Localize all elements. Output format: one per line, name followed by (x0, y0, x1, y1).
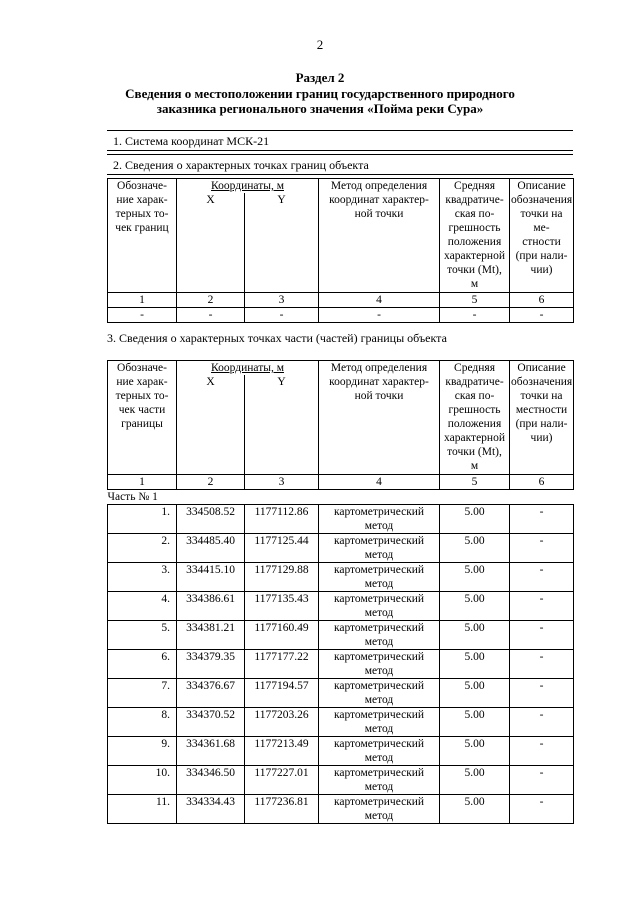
description-value: - (510, 650, 574, 679)
point-number: 5. (108, 621, 177, 650)
error-header-line: ская по- (454, 390, 495, 402)
point-designation-header-line: ние харак- (116, 376, 168, 388)
error-value: 5.00 (440, 621, 510, 650)
point-number: 6. (108, 650, 177, 679)
method-cell (319, 650, 440, 679)
method-line: картометрический (333, 593, 425, 605)
x-header: X (177, 375, 245, 475)
method-cell (319, 766, 440, 795)
error-header-line: квадратиче- (445, 194, 504, 206)
y-coordinate: 1177227.01 (245, 766, 319, 795)
table2-body (108, 361, 574, 824)
method-cell (319, 737, 440, 766)
error-value: 5.00 (440, 534, 510, 563)
column-number: 1 (108, 293, 177, 308)
method-line: картометрический (333, 506, 425, 518)
column-number: 2 (177, 293, 245, 308)
method-cell (319, 592, 440, 621)
description-header-line: обозначения (511, 194, 573, 206)
point-designation-header-line: чек части (118, 404, 166, 416)
y-header: Y (245, 375, 319, 475)
x-coordinate: 334376.67 (177, 679, 245, 708)
x-coordinate: 334415.10 (177, 563, 245, 592)
y-coordinate: 1177236.81 (245, 795, 319, 824)
error-value: 5.00 (440, 679, 510, 708)
description-value: - (510, 679, 574, 708)
method-cell (319, 505, 440, 534)
method-line: картометрический (333, 709, 425, 721)
description-value: - (510, 737, 574, 766)
coordinates-header (177, 361, 319, 376)
x-header: X (177, 193, 245, 293)
description-header-line: точки на ме- (520, 208, 563, 234)
point-number: 1. (108, 505, 177, 534)
empty-cell: - (108, 308, 177, 323)
error-header-line: Средняя (454, 180, 495, 192)
table-row (108, 766, 574, 795)
method-line: картометрический (333, 680, 425, 692)
error-header (440, 179, 510, 293)
x-coordinate: 334485.40 (177, 534, 245, 563)
coordinates-header-label: Координаты, м (211, 180, 284, 192)
point-designation-header-line: чек границ (115, 222, 169, 234)
y-coordinate: 1177177.22 (245, 650, 319, 679)
part-points-table (107, 360, 574, 824)
method-line: картометрический (333, 564, 425, 576)
error-header-line: грешность (448, 222, 501, 234)
table-row (108, 708, 574, 737)
boundary-points-section: 2. Сведения о характерных точках границ объекта (107, 154, 573, 175)
y-header: Y (245, 193, 319, 293)
table-row (108, 592, 574, 621)
point-number: 10. (108, 766, 177, 795)
method-line: метод (364, 665, 394, 677)
method-line: метод (364, 549, 394, 561)
error-header-line: характерной (444, 432, 505, 444)
point-designation-header (108, 179, 177, 293)
header-row (108, 361, 574, 376)
x-coordinate: 334361.68 (177, 737, 245, 766)
description-header-line: обозначения (511, 376, 573, 388)
description-header-line: Описание (517, 362, 566, 374)
point-designation-header-line: ние харак- (116, 194, 168, 206)
point-number: 4. (108, 592, 177, 621)
table1-body (108, 179, 574, 323)
method-header (319, 361, 440, 475)
header-row (108, 179, 574, 194)
empty-cell: - (440, 308, 510, 323)
method-cell (319, 534, 440, 563)
point-number: 9. (108, 737, 177, 766)
empty-cell: - (510, 308, 574, 323)
method-line: метод (364, 752, 394, 764)
part-points-section: 3. Сведения о характерных точках части (частей) границы объекта (107, 331, 447, 345)
point-number: 7. (108, 679, 177, 708)
table-row (108, 505, 574, 534)
error-value: 5.00 (440, 650, 510, 679)
y-coordinate: 1177194.57 (245, 679, 319, 708)
error-value: 5.00 (440, 592, 510, 621)
empty-cell: - (319, 308, 440, 323)
error-header-line: м (470, 278, 479, 290)
method-line: картометрический (333, 738, 425, 750)
method-line: картометрический (333, 796, 425, 808)
method-header-line: ной точки (354, 390, 404, 402)
column-number: 6 (510, 293, 574, 308)
point-designation-header-line: Обозначе- (117, 362, 167, 374)
column-number: 1 (108, 475, 177, 490)
column-number: 4 (319, 293, 440, 308)
method-line: метод (364, 781, 394, 793)
table-row (108, 737, 574, 766)
table-row (108, 679, 574, 708)
part-label-row (108, 490, 574, 505)
column-number: 2 (177, 475, 245, 490)
section-heading: Раздел 2 (295, 70, 345, 85)
column-number: 5 (440, 475, 510, 490)
error-header-line: точки (Mt), (447, 264, 502, 276)
description-header-line: (при нали- (515, 418, 568, 430)
column-number: 4 (319, 475, 440, 490)
description-value: - (510, 563, 574, 592)
error-header-line: положения (447, 236, 502, 248)
point-designation-header-line: границы (121, 418, 163, 430)
method-header-line: координат характер- (329, 376, 429, 388)
table-row (108, 563, 574, 592)
coordinates-header (177, 179, 319, 194)
y-coordinate: 1177160.49 (245, 621, 319, 650)
error-header-line: ская по- (454, 208, 495, 220)
method-cell (319, 621, 440, 650)
error-value: 5.00 (440, 766, 510, 795)
description-value: - (510, 534, 574, 563)
x-coordinate: 334379.35 (177, 650, 245, 679)
method-line: метод (364, 636, 394, 648)
y-coordinate: 1177125.44 (245, 534, 319, 563)
coordinate-system-section: 1. Система координат МСК-21 (107, 130, 573, 151)
method-line: метод (364, 578, 394, 590)
method-cell (319, 563, 440, 592)
method-line: картометрический (333, 651, 425, 663)
x-coordinate: 334334.43 (177, 795, 245, 824)
point-designation-header-line: терных то- (115, 390, 169, 402)
x-coordinate: 334346.50 (177, 766, 245, 795)
method-cell (319, 679, 440, 708)
empty-cell: - (177, 308, 245, 323)
method-cell (319, 708, 440, 737)
method-line: метод (364, 607, 394, 619)
y-coordinate: 1177112.86 (245, 505, 319, 534)
method-line: картометрический (333, 767, 425, 779)
description-value: - (510, 766, 574, 795)
empty-row (108, 308, 574, 323)
error-value: 5.00 (440, 505, 510, 534)
method-line: метод (364, 520, 394, 532)
table-row (108, 650, 574, 679)
point-number: 8. (108, 708, 177, 737)
description-header (510, 179, 574, 293)
page-number: 2 (316, 37, 324, 52)
error-header-line: Средняя (454, 362, 495, 374)
point-designation-header-line: Обозначе- (117, 180, 167, 192)
description-value: - (510, 505, 574, 534)
description-value: - (510, 708, 574, 737)
method-line: картометрический (333, 622, 425, 634)
column-number: 5 (440, 293, 510, 308)
method-line: метод (364, 723, 394, 735)
y-coordinate: 1177203.26 (245, 708, 319, 737)
document-title-line-2: заказника регионального значения «Пойма реки Сура» (156, 101, 484, 116)
error-header-line: положения (447, 418, 502, 430)
description-value: - (510, 795, 574, 824)
error-header (440, 361, 510, 475)
error-header-line: грешность (448, 404, 501, 416)
error-header-line: квадратиче- (445, 376, 504, 388)
description-header (510, 361, 574, 475)
method-line: метод (364, 810, 394, 822)
document-title-line-1: Сведения о местоположении границ государственного природного (125, 86, 515, 101)
error-value: 5.00 (440, 737, 510, 766)
table-row (108, 621, 574, 650)
empty-cell: - (245, 308, 319, 323)
description-header-line: местности (515, 404, 568, 416)
error-header-line: характерной (444, 250, 505, 262)
x-coordinate: 334381.21 (177, 621, 245, 650)
error-value: 5.00 (440, 563, 510, 592)
description-value: - (510, 592, 574, 621)
method-header-line: ной точки (354, 208, 404, 220)
part-label: Часть № 1 (108, 490, 574, 505)
point-designation-header (108, 361, 177, 475)
point-number: 11. (108, 795, 177, 824)
method-line: метод (364, 694, 394, 706)
column-number: 3 (245, 293, 319, 308)
boundary-points-table (107, 178, 574, 323)
point-number: 3. (108, 563, 177, 592)
description-header-line: стности (522, 236, 561, 248)
point-number: 2. (108, 534, 177, 563)
table-row (108, 795, 574, 824)
method-header-line: Метод определения (330, 180, 428, 192)
description-header-line: (при нали- (515, 250, 568, 262)
method-header-line: Метод определения (330, 362, 428, 374)
column-number-row (108, 293, 574, 308)
method-header-line: координат характер- (329, 194, 429, 206)
error-header-line: точки (Mt), (447, 446, 502, 458)
table-row (108, 534, 574, 563)
y-coordinate: 1177135.43 (245, 592, 319, 621)
description-header-line: Описание (517, 180, 566, 192)
method-header (319, 179, 440, 293)
x-coordinate: 334370.52 (177, 708, 245, 737)
x-coordinate: 334508.52 (177, 505, 245, 534)
column-number: 3 (245, 475, 319, 490)
x-coordinate: 334386.61 (177, 592, 245, 621)
description-header-line: точки на (520, 390, 563, 402)
description-value: - (510, 621, 574, 650)
method-cell (319, 795, 440, 824)
y-coordinate: 1177129.88 (245, 563, 319, 592)
point-designation-header-line: терных то- (115, 208, 169, 220)
method-line: картометрический (333, 535, 425, 547)
column-number-row (108, 475, 574, 490)
column-number: 6 (510, 475, 574, 490)
y-coordinate: 1177213.49 (245, 737, 319, 766)
error-header-line: м (470, 460, 479, 472)
description-header-line: чии) (530, 432, 553, 444)
description-header-line: чии) (530, 264, 553, 276)
error-value: 5.00 (440, 708, 510, 737)
error-value: 5.00 (440, 795, 510, 824)
coordinates-header-label: Координаты, м (211, 362, 284, 374)
